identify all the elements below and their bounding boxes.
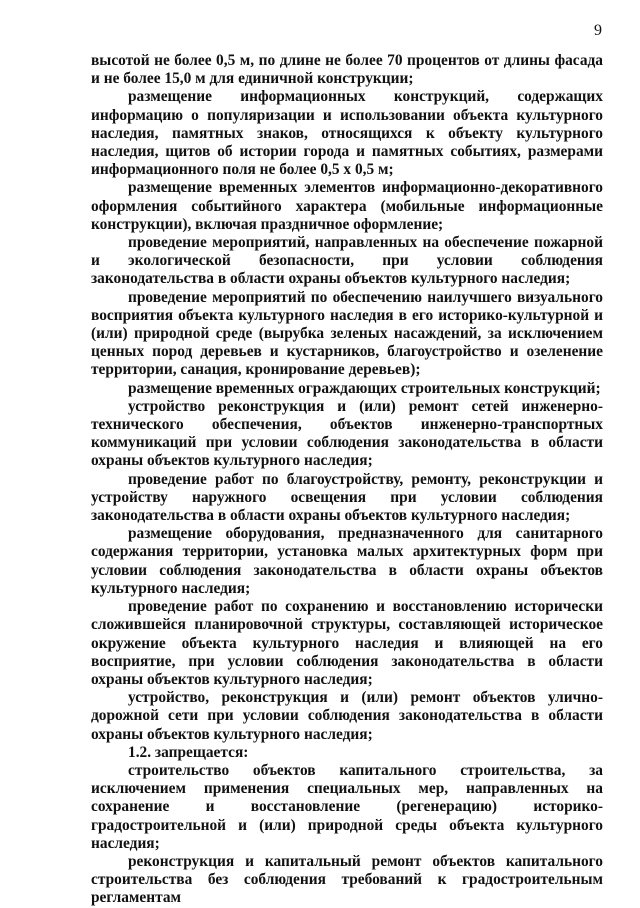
paragraph: проведение мероприятий, направленных на обеспечение пожарной и экологической безопасности, при условии соблюдения законодательства в области охраны объектов культурного наследия; — [91, 234, 603, 288]
page-number: 9 — [594, 22, 602, 39]
paragraph: реконструкция и капитальный ремонт объектов капитального строительства без соблюдения требований к градостроительным регламентам — [91, 852, 603, 907]
section-heading: 1.2. запрещается: — [128, 743, 249, 761]
paragraph: проведение мероприятий по обеспечению наилучшего визуального восприятия объекта культурного наследия в его историко-культурной и (или) природной среде (вырубка зеленых насаждений, за исключением ценных пород деревьев и кустарников, благоустройство и озеленение территории, санация, кронирование деревьев); — [91, 288, 603, 379]
paragraph: устройство реконструкция и (или) ремонт сетей инженерно-технического обеспечения, объектов инженерно-транспортных коммуникаций при условии соблюдения законодательства в области охраны объектов культурного наследия; — [91, 397, 603, 470]
paragraph: размещение временных ограждающих строительных конструкций; — [128, 379, 601, 397]
paragraph: проведение работ по сохранению и восстановлению исторически сложившейся планировочной структуры, составляющей историческое окружение объекта культурного наследия и влияющей на его восприятие, при условии соблюдения законодательства в области охраны объектов культурного наследия; — [91, 598, 603, 688]
paragraph: размещение оборудования, предназначенного для санитарного содержания территории, установка малых архитектурных форм при условии соблюдения законодательства в области охраны объектов культурного наследия; — [91, 525, 603, 597]
paragraph: размещение временных элементов информационно-декоративного оформления событийного характера (мобильные информационные конструкции), включая праздничное оформление; — [91, 179, 603, 233]
paragraph: строительство объектов капитального строительства, за исключением применения специальных мер, направленных на сохранение и восстановление (регенерацию) историко-градостроительной и (или) природной среды объекта культурного наследия; — [91, 761, 603, 852]
paragraph: размещение информационных конструкций, содержащих информацию о популяризации и использовании объекта культурного наследия, памятных знаков, относящихся к объекту культурного наследия, щитов об истории города и памятных событиях, размерами информационного поля не более 0,5 х 0,5 м; — [91, 88, 603, 179]
document-body — [91, 52, 603, 908]
paragraph: высотой не более 0,5 м, по длине не более 70 процентов от длины фасада и не более 15,0 м для единичной конструкции; — [91, 52, 603, 88]
paragraph: устройство, реконструкция и (или) ремонт объектов улично-дорожной сети при условии соблюдения законодательства в области охраны объектов культурного наследия; — [91, 689, 603, 743]
paragraph: проведение работ по благоустройству, ремонту, реконструкции и устройству наружного освещения при условии соблюдения законодательства в области охраны объектов культурного наследия; — [91, 470, 603, 525]
